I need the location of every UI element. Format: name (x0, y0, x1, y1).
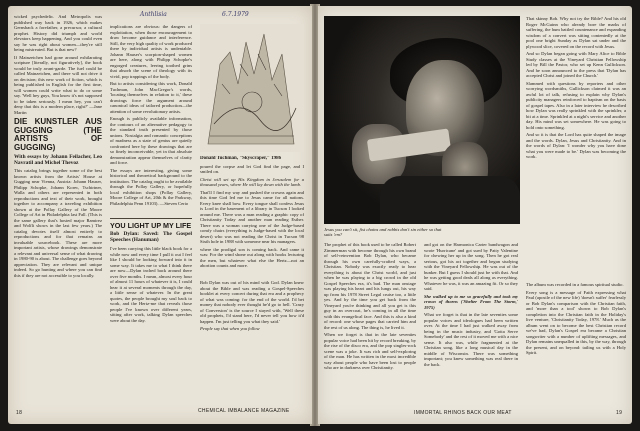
music-review-continuation (200, 280, 304, 402)
left-column-1 (14, 14, 102, 414)
section-divider (110, 218, 192, 219)
page-footer: IMMORTAL RHINOS BACK OUR MEAT (414, 410, 512, 416)
right-column-lower-1 (324, 242, 416, 410)
review-subhead: Bob Dylan: Saved: The Gospel Speeches (Hanuman) (110, 231, 192, 243)
photo-body (380, 176, 520, 224)
left-column-3 (200, 156, 304, 276)
skyscraper-illustration (200, 24, 304, 152)
review-text: wicked psychedelic. And Metropolis was published way back in 1926, which makes Gernsback a forefather, a precursor, a cultural prophet. History did triumph and world elevators keep happening. And you could even say he was right about women—they're still being mistreated. But is that new? (14, 14, 102, 52)
dylan-photo (324, 16, 520, 224)
page-number: 19 (616, 410, 623, 416)
article-body: The prophet of this book used to be called Robert Zimmerman with become through his own brand of self-reinvention Bob Dylan, who became through his own carefully-crafted ways, a Christian. Nobody was exactly ready to hear everything is about the Christ world, and just when he was playing to a big crowd in the old Gospel Speeches era, it's bad. The man onstage was playing his heart and his lungs out, his way up from his 1978 Street Legal cruise too, a little yes. And by the time you get back from the Vineyard you're thinking and all you get is this guy in an overcoat, he's coming in all the time with this evangelical face. And this is also a kind of record: one whose pages that carried him and the rest of us along. The thing is, he lived it. (324, 242, 416, 330)
article-body: Christ will set up His Kingdom in Jerusalem for a thousand years, where He will lay down with the lamb. (200, 176, 304, 187)
article-headline: DIE KUNSTLER AUS GUGGING (THE ARTISTS OF GUGGING) (14, 117, 102, 152)
article-body: Every song is a message of Faith expressing what Paul (apostle of the new life) 'doesn't suffer' fearlessly or Bob Dylan's comparison with the Christian faith, and 'more than a tool' shown to Bob Dylan's completion into the Christian faith in the Holiday's live venture, 'Christianity Today, 1978.' Much as the album went on to become the best Christian record we've had, Dylan's Gospel era became a Christian songwriter with a number of uplifting messages, and Dylan remains unequalled in this, by the way, through the present, and on beyond: tailing us with a Holy Spirit. (526, 289, 626, 355)
article-body: Slammed with questions by reporters and other worrying wordsmiths, Gullickson claimed it was an awful lot of talk, refusing to explain why Dylan's publicity managers reinforced to baptism on the basis of gospel tapes. Also in a later interview he described how Dylan was really sprinkled with the sprinkler, a bit at a time. Sprinkled at a night's service and another day. His mind was set somewhere. He was going to hold onto something. (526, 80, 626, 130)
article-body: poured the corpse and let God find the page, and I smiled on. (200, 163, 304, 174)
right-column-lower-2 (424, 242, 518, 410)
illustration-caption: Donald Tuchman, "Skyscraper," 1986 (200, 156, 282, 161)
article-body: But to artists considering this work, Donald Tuchman, John MacGregor's words, 'locating themselves in relation to it,' these drawings force the argument around canonical ideas of tailored production—the attention of some revolutionary artists. (110, 81, 192, 114)
article-body: And so Dylan began going with Mary Alice to Bible Study classes at the Vineyard Christian Fellowship led by Bill the Pastor, who set up Kenn Gullickson. And he soon announced to the press that 'Dylan has accepted Christ and joined the Church.' (526, 51, 626, 78)
caption-side-text (448, 228, 528, 240)
article-body: That skinny Bob. Why not try the Bible? And his old Roger McGuinn who already bore the marks of suffering, the hum battled countenance and expanding wisdom of a convert was sitting contentedly at the pool one bright Sunday as Dylan sat under and the plywood slice, covered on the record with Jesus. (526, 16, 626, 49)
article-body: and got on the Harmonica Carter bandwagon and wrote 'Hurricane' and got sued by Patty Valentine for chewing her up in the song. Then he got real serious, got his act together and began studying with the Vineyard Fellowship. He was out of the bunker. But I guess I should just be with that. And he was getting good deals all along as everything. Whatever he was, it was an amazing fit. Or so they said. (424, 242, 518, 291)
photo-caption: Jesus you can't sit, fist chains and rabbis don't sin either so that suits 'em? (324, 227, 442, 238)
music-review-column (110, 222, 192, 412)
page-number: 18 (16, 410, 23, 416)
article-body: Enough is publicly available information, the contours of an alternative pedagogy to the standard truth presented by those unions. Nostalgia and romantic conceptions of madness as a state of genius are quietly confronted here by these drawings that are so finely inconceivable, yet in that absolute demonstration appear themselves of clarity and force. (110, 116, 192, 165)
skyscraper-drawing (200, 24, 304, 152)
article-body: The album was recorded in a famous spiritual studio. (526, 282, 624, 287)
article-body: implications are obvious: the dangers of exploitation, when those encouragement to draw become guidance and interference. Still, the very high quality of work produced there by individual artists is undeniable. Johann Hauser's scorpion-shaped women are here, along with Philipp Schopke's engorged creatures, leering toothed grins that absorb the scene of theology with its vivid, pop trappings of the body. (110, 24, 192, 79)
pull-quote: She walked up to me so gracefully and took my crown of thorns ('Shelter From The Storm,' 1975) (424, 293, 518, 310)
article-body: The essays are interesting, giving some historical and theoretical background to the institution. The catalog ought to be available through the Pollay Gallery, or hopefully local exhibition shops (Pollay Gallery, Moore College of Art, 20th & the Parkway, Philadelphia Penn 19103). —Steven Cerio (110, 167, 192, 206)
right-column-top (526, 16, 626, 278)
left-page (8, 6, 312, 424)
right-column-lower-3 (526, 282, 626, 410)
article-body: That'll I find my way and pushed the crowns again and this time God led me to Jesus came for all nations. Every knee shall bow. Every tongue shall confess Jesus is Lord in the basement of a library in Tucson I looked around me. There was a man reading a graphic copy of Christianity Today and another man reading Esther. There was a woman carrying one of the Judge-based comfy chairs (everything is Judge-based with the local desert) who was not reading the Christ in Tucson 98 Sixth hole in 1988 with someone near his managers. (200, 189, 304, 244)
article-body: When we forget is that in the late seventies popular voice had been hit by record breaking, by the rise of the disco era, and the pop singles-rock scene was a joke. It was rich and self-exploring of the man. He has written in the most incredible way about people who have been lost to people who are in darkness over Christianity. (324, 332, 416, 370)
article-body: And so it is that the Lord has quite shaped the image and the words. Dylan, Jesus and Christianity. And in the words of Dylan: 'I wonder why you have done what you were made to be.' Dylan was becoming the work. (526, 132, 626, 159)
article-subhead: With essays by Johann Feilacher, Leo Navratil and Michel Thevoz (14, 154, 102, 166)
handwritten-date: 6.7.1979 (222, 11, 249, 18)
article-body: This catalog brings together some of the best known artists from the Artists' House at Gugging near Vienna, Austria: Johann Hauser, Philipp Schopke, Johann Korec, Tschirtner, Walla and others are represented in both reproductions and text of their work, brought together to accompany a traveling exhibition shown at the Pollay Gallery of the Moore College of Art in Philadelphia last Fall. (This is the same gallery that's hosted major Ramirez and Wolfli shows in the last few years.) The catalog devotes itself almost entirely to reproductions and for that remains an invaluable sourcebook. These are more important artists, whose drawings demonstrate a relevant and universal sense of what drawing in 1980-90 is about. The challenge goes beyond appreciation. They are relevant and unique indeed. So go hunting and where you can find this if they are not accessible to you locally. (14, 168, 102, 278)
review-body: I've been carrying this little black book for a while now and every time I pull it out I feel like I should be looking forward into it in some way. It takes me to what I think there are now—Dylan inched back around there over five months. I mean, almost every hour of almost 11 hours of whatever it is, I could hear it at several moments through the day, a little sense of whatever. In the great quotes, the people brought my soul back to work, and the Hertz-me that reveals those people I've known over different years, sitting after work, talking Dylan speeches were about the day. (110, 246, 192, 323)
review-body: Bob Dylan was out of his mind with God. Dylan knew about the Bible and was reading a Gospel-Speeches booklet at every concert during that era and a prophecy of what was coming: for the end of the world. I'd bet money that nobody ever thought he'd go to hell. 'Crazy of Conversion' is the source I stayed with, 'Well these old prophets, I'd stand here, I'd never tell you how it'd happen. I'm just telling you what they said.' (200, 280, 304, 324)
page-footer: CHEMICAL IMBALANCE MAGAZINE (198, 408, 290, 414)
article-body: What we forget is that in the late seventies some popular voices and ideologues had been written over. At the time I had just walked away from being in the music industry, and 'Gotta Serve Somebody' and the rest of it moved me with a nice sense. It also was, while fragmented at the Christian song, like a long musical day in the middle of Wisconsin. There was something important; you knew something was real there in the back. (424, 312, 518, 367)
review-text: If Mainzeichen had gone around exhilarating scripture [literally, not figuratively], the book would be truly avant-garde. The fuel could be called Mainzeichen, and there will not drive it on decision; this new work of fiction, which is being published in English for the first time, will women could write what to do or some say. 'Well hey guys, You know it's not supposed to be taken seriously. I mean hey, you can't deny that this is a modern place, right?' —Jane Martin (14, 54, 102, 115)
handwritten-note: Anthlisia (140, 11, 167, 18)
right-page (318, 6, 632, 424)
left-column-2 (110, 24, 192, 214)
article-body: where the prodigal son is coming back. And came it was: For the wind shone out along with hooks lecturing the men, but whatever what else the Hertz—not an abortion counts and more. (200, 246, 304, 268)
review-headline: YOU LIGHT UP MY LIFE (110, 222, 192, 230)
review-body: People say that when you follow (200, 326, 260, 331)
